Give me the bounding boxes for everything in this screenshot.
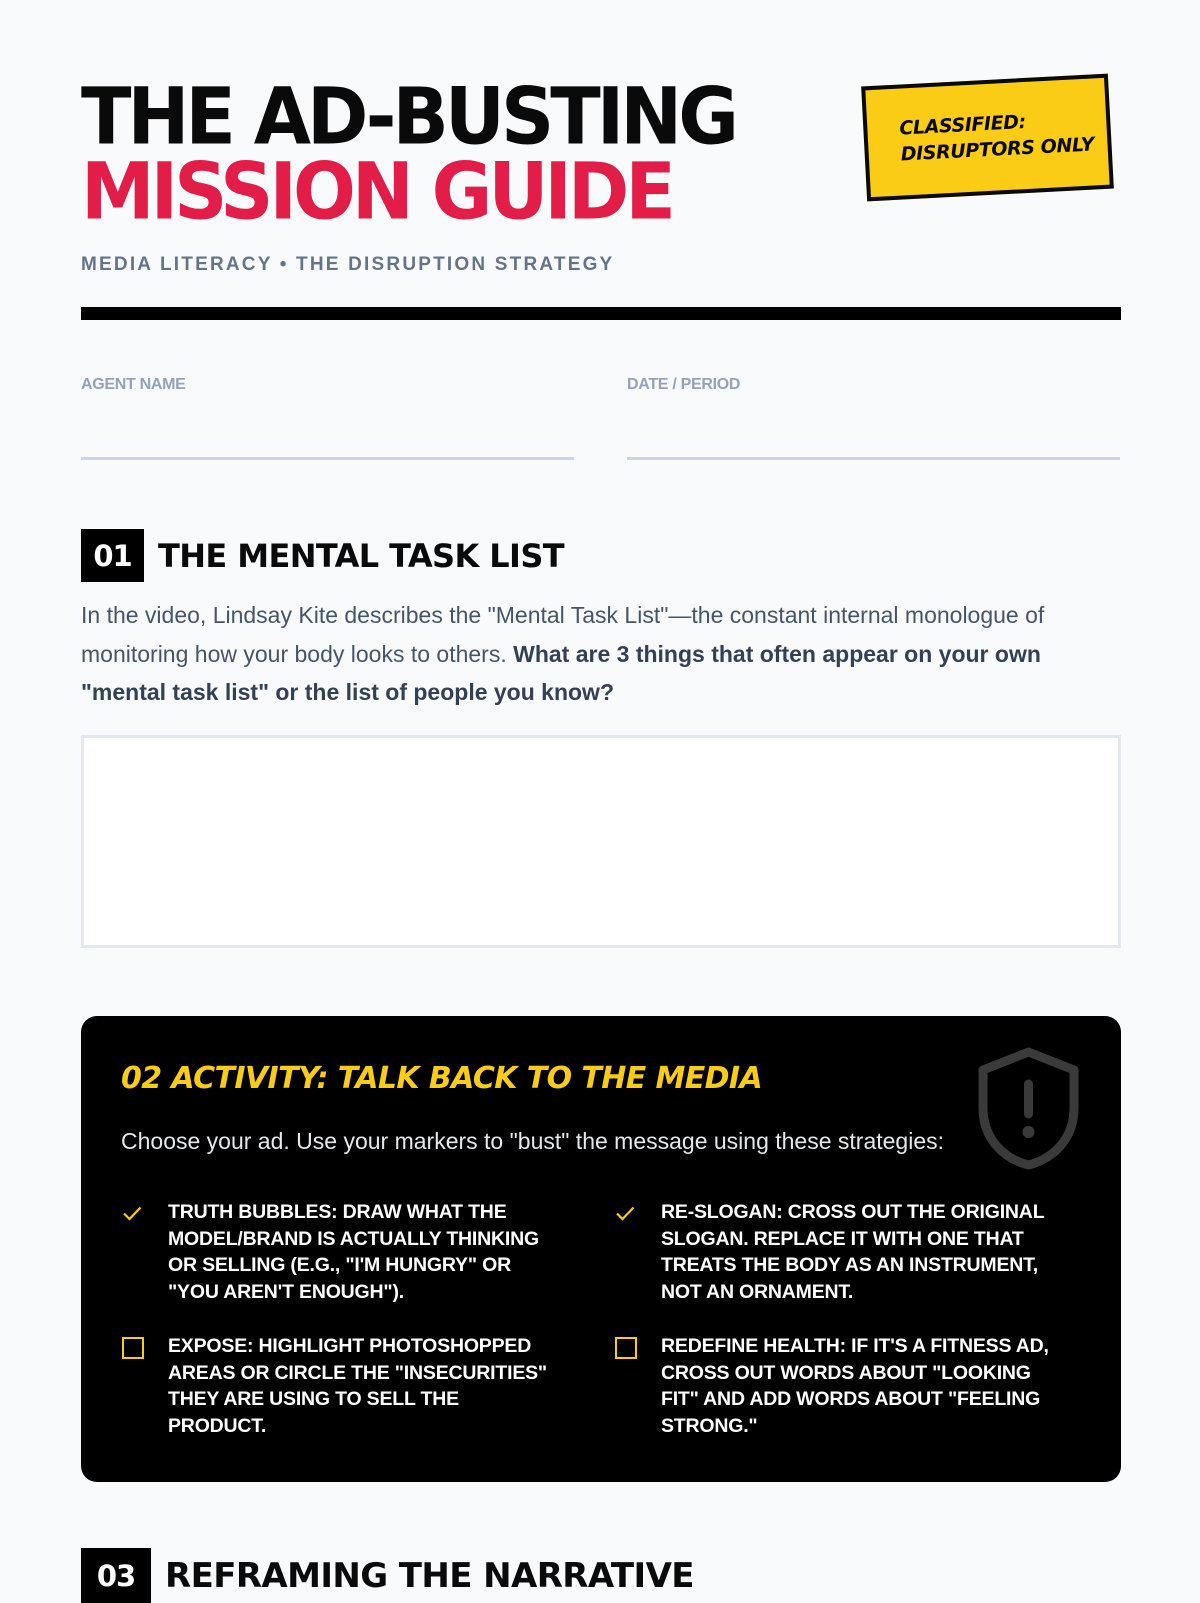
strategy-redefine-health[interactable] bbox=[614, 1333, 1054, 1439]
checkbox-icon[interactable] bbox=[121, 1333, 168, 1439]
agent-name-field[interactable] bbox=[81, 376, 574, 394]
classified-stamp bbox=[861, 74, 1114, 202]
date-period-line[interactable] bbox=[627, 457, 1120, 460]
strategy-truth-bubbles-text: TRUTH BUBBLES: DRAW WHAT THE MODEL/BRAND IS ACTUALLY THINKING OR SELLING (E.G., "I'M HUNGRY" OR "YOU AREN'T ENOUGH"). bbox=[168, 1201, 539, 1303]
checkbox-icon[interactable] bbox=[614, 1333, 661, 1439]
title-line-1: THE AD-BUSTING bbox=[81, 71, 735, 163]
shield-alert-icon bbox=[974, 1046, 1083, 1170]
section-01-answer-box[interactable] bbox=[81, 735, 1121, 948]
strategy-truth-bubbles[interactable] bbox=[121, 1199, 561, 1305]
strategy-expose[interactable] bbox=[121, 1333, 561, 1439]
classified-stamp-text: CLASSIFIED: DISRUPTORS ONLY bbox=[898, 111, 1095, 166]
date-period-field[interactable] bbox=[627, 376, 1120, 394]
section-01-title: THE MENTAL TASK LIST bbox=[158, 536, 565, 575]
section-03-number: 03 bbox=[81, 1548, 151, 1603]
strategy-expose-text: EXPOSE: HIGHLIGHT PHOTOSHOPPED AREAS OR CIRCLE THE "INSECURITIES" THEY ARE USING TO SELL THE PRODUCT. bbox=[168, 1335, 547, 1437]
strategy-re-slogan[interactable] bbox=[614, 1199, 1054, 1305]
page-subtitle: MEDIA LITERACY • THE DISRUPTION STRATEGY bbox=[81, 254, 615, 275]
section-01-prompt-text: In the video, Lindsay Kite describes the "Mental Task List"—the constant internal monologue of monitoring how your body looks to others. bbox=[81, 602, 1045, 667]
header-divider bbox=[81, 307, 1121, 320]
worksheet-page bbox=[81, 0, 1121, 1600]
section-03-header bbox=[81, 1548, 694, 1603]
agent-name-line[interactable] bbox=[81, 457, 574, 460]
section-01-question: What are 3 things that often appear on your own "mental task list" or the list of people you know? bbox=[81, 640, 1041, 705]
activity-intro: Choose your ad. Use your markers to "bust" the message using these strategies: bbox=[121, 1128, 945, 1154]
activity-title: 02 ACTIVITY: TALK BACK TO THE MEDIA bbox=[121, 1061, 763, 1096]
section-01-prompt bbox=[81, 596, 1121, 712]
check-icon bbox=[121, 1199, 168, 1305]
strategy-redefine-health-text: REDEFINE HEALTH: IF IT'S A FITNESS AD, CROSS OUT WORDS ABOUT "LOOKING FIT" AND ADD WORDS ABOUT "FEELING STRONG." bbox=[661, 1335, 1049, 1437]
agent-name-label: AGENT NAME bbox=[81, 376, 186, 393]
title-line-2: MISSION GUIDE bbox=[81, 146, 672, 238]
section-01-number: 01 bbox=[81, 529, 144, 582]
strategy-re-slogan-text: RE-SLOGAN: CROSS OUT THE ORIGINAL SLOGAN. REPLACE IT WITH ONE THAT TREATS THE BODY AS AN INSTRUMENT, NOT AN ORNAMENT. bbox=[661, 1201, 1045, 1303]
date-period-label: DATE / PERIOD bbox=[627, 376, 741, 393]
page-title bbox=[81, 71, 735, 238]
check-icon bbox=[614, 1199, 661, 1305]
section-03-title: REFRAMING THE NARRATIVE bbox=[165, 1555, 694, 1596]
section-01-header bbox=[81, 529, 564, 582]
